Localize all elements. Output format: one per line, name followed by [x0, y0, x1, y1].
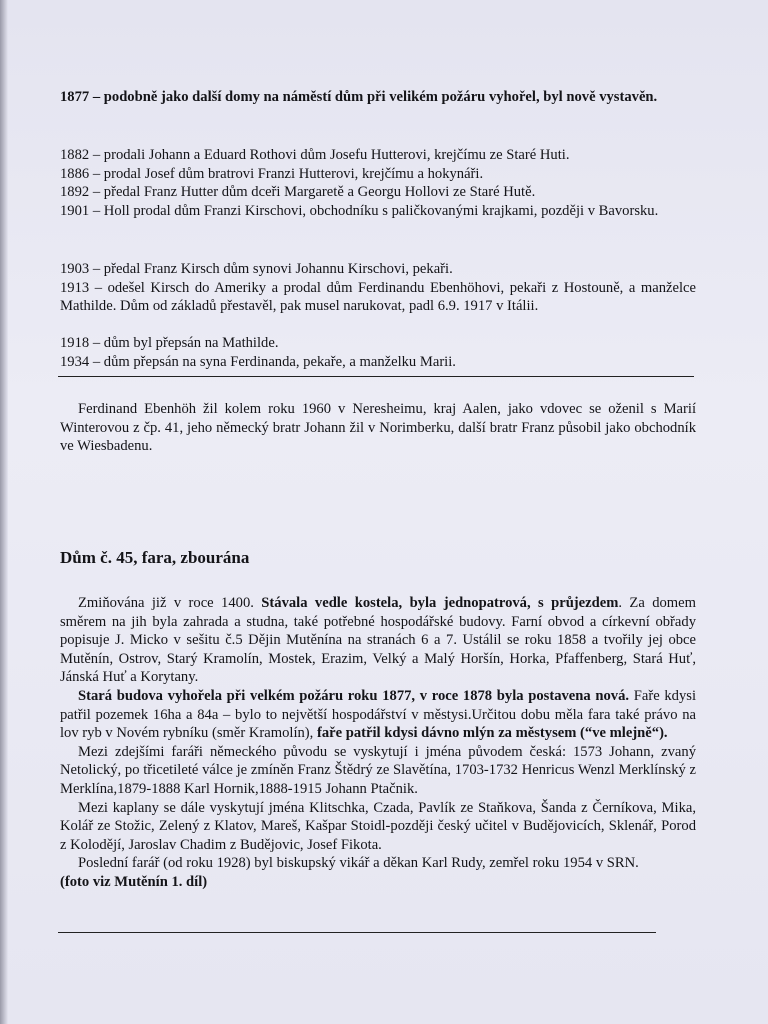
history-entry: 1886 – prodal Josef dům bratrovi Franzi Hutterovi, krejčímu a hokynáři.	[60, 165, 484, 182]
history-entry: 1918 – dům byl přepsán na Mathilde.	[60, 335, 279, 351]
photo-reference: (foto viz Mutěnín 1. díl)	[60, 873, 208, 890]
history-group-3	[60, 334, 696, 371]
section-body	[60, 594, 696, 892]
paragraph-5: Poslední farář (od roku 1928) byl biskupský vikář a děkan Karl Rudy, zemřel roku 1954 v SRN.	[78, 855, 639, 872]
paragraph-1	[60, 594, 696, 687]
divider-line	[58, 376, 694, 377]
paragraph-2	[60, 687, 696, 743]
history-entry: 1903 – předal Franz Kirsch dům synovi Johannu Kirschovi, pekaři.	[60, 261, 453, 277]
top-title: 1877 – podobně jako další domy na náměstí dům při velikém požáru vyhořel, byl nově vystavěn.	[60, 89, 658, 105]
paragraph-4: Mezi kaplany se dále vyskytují jména Klitschka, Czada, Pavlík ze Staňkova, Šanda z Černíkova, Mika, Kolář ze Stožic, Zelený z Klatov, Mareš, Kašpar Stoidl-později český učitel v Budějovicích, Sklenář, Porod z Kolodějí, Jaroslav Chadim z Budějovic, Josef Fikota.	[60, 799, 696, 853]
history-entry: 1882 – prodali Johann a Eduard Rothovi dům Josefu Hutterovi, krejčímu ze Staré Huti.	[60, 147, 570, 163]
history-entry: 1892 – předal Franz Hutter dům dceři Margaretě a Georgu Hollovi ze Staré Hutě.	[60, 184, 536, 201]
paragraph-3: Mezi zdejšími faráři německého původu se vyskytují i jména původem česká: 1573 Johann, zvaný Netolický, po třicetileté válce je zmíněn Franz Štědrý ze Slavětína, 1703-1732 Henricus Wenzl Merklínský z Merklína,1879-1888 Karl Hornik,1888-1915 Johann Ptačnik.	[60, 743, 696, 797]
history-entry: 1913 – odešel Kirsch do Ameriky a prodal dům Ferdinandu Ebenhöhovi, pekaři z Hostouně, a manželce Mathilde. Dům od základů přestavěl, pak musel narukovat, padl 6.9. 1917 v Itálii.	[60, 279, 696, 315]
p2-middle: Faře kdysi patřil pozemek 16ha a 84a – bylo to největší hospodářství v městysi.Určitou dobu měla fara také právo na lov ryb v Novém rybníku (směr Kramolín),	[60, 687, 696, 742]
section-heading: Dům č. 45, fara, zbourána	[60, 548, 250, 567]
bottom-divider-line	[58, 932, 656, 933]
p2-bold-2: faře patřil kdysi dávno mlýn za městysem (“ve mlejně“).	[316, 725, 668, 742]
history-entry: 1934 – dům přepsán na syna Ferdinanda, pekaře, a manželku Marii.	[60, 353, 456, 370]
p1-lead: Zmiňována již v roce 1400.	[78, 595, 262, 611]
p1-bold: Stávala vedle kostela, byla jednopatrová, s průjezdem	[261, 595, 619, 611]
history-group-2	[60, 260, 696, 316]
p2-bold-1: Stará budova vyhořela při velkém požáru roku 1877, v roce 1878 byla postavena nová.	[78, 687, 630, 704]
p1-rest: . Za domem směrem na jih byla zahrada a studna, také potřebné hospodářské budovy. Farní obvod a církevní obřady popisuje J. Micko v sešitu č.5 Dějin Mutěnína na stranách 6 a 7. Ustálil se roku 1858 a tvořily jej obce Mutěnín, Ostrov, Starý Kramolín, Mostek, Erazim, Velký a Malý Horšín, Horka, Pfaffenberg, Stará Huť, Jánská Huť a Korytany.	[60, 595, 696, 686]
ebenhoh-note: Ferdinand Ebenhöh žil kolem roku 1960 v Neresheimu, kraj Aalen, jako vdovec se oženil s Marií Winterovou z čp. 41, jeho německý bratr Johann žil v Norimberku, další bratr Franz působil jako obchodník ve Wiesbadenu.	[60, 401, 696, 455]
history-group-1	[60, 146, 696, 220]
history-entry: 1901 – Holl prodal dům Franzi Kirschovi, obchodníku s paličkovanými krajkami, později v Bavorsku.	[60, 202, 659, 219]
